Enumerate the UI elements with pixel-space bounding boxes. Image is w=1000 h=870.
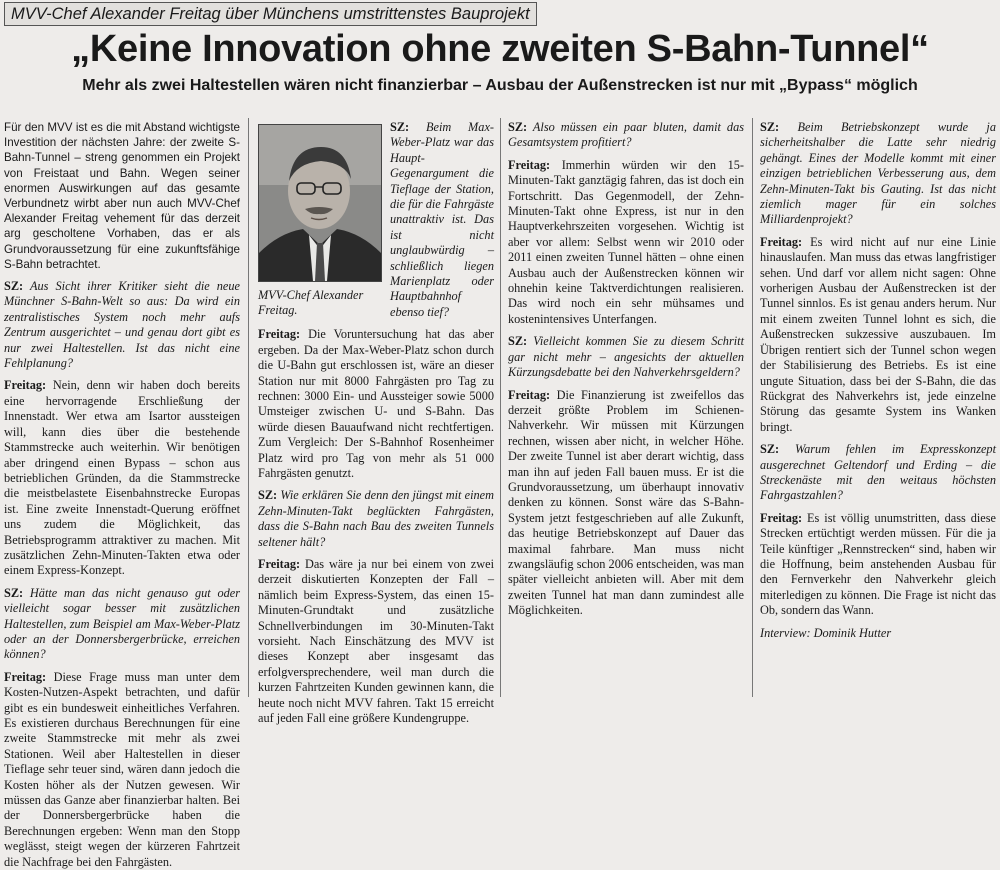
- freitag-label: Freitag:: [258, 327, 301, 342]
- answer-text: Immerhin würden wir den 15-Minuten-Takt ganztägig fahren, das ist doch ein Fortschritt. Das Gegenmodell, der Zehn-Minuten-Takt ohne Express, ist nur in den Hauptverkehrszeiten vorgesehen. Wichtig ist aber vor allem: Selbst wenn wir 2010 oder 2011 einen zweiten Tunnel hätten – ohne einen Ausbau auch der Außenstrecken können wir ohnehin keine Taktverdichtungen realisieren. Das wird noch ein sehr mühsames und kostenintensives Unterfangen.: [508, 157, 744, 326]
- sz-label: SZ:: [508, 120, 528, 134]
- question: [258, 488, 494, 550]
- question: [760, 120, 996, 228]
- interview-credit: Interview: Dominik Hutter: [760, 625, 892, 640]
- answer-text: Das wäre ja nur bei einem von zwei derzeit diskutierten Konzepten der Fall – nämlich beim Express-System, das einen 15-Minuten-Grundtakt und zusätzliche Schnellverbindungen im 30-Minuten-Takt vorsieht. Nach Einschätzung des MVV ist dieses Konzept aber insgesamt das erfolgversprechendere, weil man durch die kurzen Fahrtzeiten Kunden gewinnen kann, die heute noch nicht MVV fahren. Takt 15 erreicht auf jeden Fall eine größere Kundengruppe.: [258, 556, 494, 726]
- question: [760, 442, 996, 504]
- answer: [760, 511, 996, 619]
- answer-text: Diese Frage muss man unter dem Kosten-Nutzen-Aspekt betrachten, und dafür gibt es ein bundesweit einheitliches Verfahren. Es existieren durchaus Berechnungen für eine zweite Stammstrecke mit mehr als zwei Stationen. Weil aber Haltestellen in dieser Tieflage sehr teuer sind, wären dann jedoch die Kosten höher als der Nutzen gewesen. Wir müssen das Ganze aber finanzierbar halten. Bei der Donnersbergerbrücke haben die Berechnungen ergeben: Wenn man den Stopp weglässt, steigt wegen der kürzeren Fahrtzeit die Nachfrage bei den Fahrgästen.: [4, 669, 240, 869]
- question: [508, 334, 744, 380]
- headline: „Keine Innovation ohne zweiten S-Bahn-Tunnel“: [71, 28, 929, 70]
- subheadline: Mehr als zwei Haltestellen wären nicht finanzierbar – Ausbau der Außenstrecken ist nur mit „Bypass“ möglich: [82, 77, 918, 94]
- question-text: Beim Betriebskonzept wurde ja sicherheitshalber die Latte sehr niedrig gehängt. Eines der Modelle kommt mit einer einzigen betrieblichen Verbesserung aus, dem Zehn-Minuten-Takt bis Gauting. Ist das nicht ziemlich mager für ein solches Milliardenprojekt?: [760, 120, 996, 227]
- answer: [508, 158, 744, 327]
- sz-label: SZ:: [760, 120, 780, 134]
- photo-caption: MVV-Chef Alexander Freitag.: [258, 288, 364, 318]
- question-text: Wie erklären Sie denn den jüngst mit einem Zehn-Minuten-Takt beglückten Fahrgästen, dass die S-Bahn nach Bau des zweiten Tunnels seltener hält?: [258, 488, 495, 549]
- answer: [4, 378, 240, 578]
- question-text: Beim Max-Weber-Platz war das Haupt-Gegenargument die Tieflage der Station, die für die Fahrgäste unattraktiv ist. Das ist nicht unglaubwürdig – schließlich liegen Marienplatz oder Hauptbahnhof ebenso tief?: [390, 120, 494, 319]
- photo-block: [258, 124, 382, 319]
- column-2: [258, 120, 495, 726]
- sz-label: SZ:: [258, 488, 278, 503]
- question-text: Warum fehlen im Expresskonzept ausgerechnet Geltendorf und Erding – die Streckenäste mit den weitaus höchsten Fahrgastzahlen?: [760, 442, 997, 503]
- question-text: Vielleicht kommen Sie zu diesem Schritt gar nicht mehr – angesichts der aktuellen Kürzungsdebatte bei den Nahverkehrsgeldern?: [508, 334, 744, 380]
- answer-text: Es ist völlig unumstritten, dass diese Strecken ertüchtigt werden müssen. Für die ja Teile künftiger „Rennstrecken“ sind, haben wir die Hoffnung, beim anstehenden Ausbau für den Fernverkehr den Nahverkehr gleich miterledigen zu können. Die Frage ist nicht das Ob, sondern das Wann.: [760, 510, 996, 618]
- column-rule: [752, 118, 753, 697]
- freitag-label: Freitag:: [760, 234, 803, 249]
- freitag-label: Freitag:: [4, 669, 47, 684]
- answer-text: Die Voruntersuchung hat das aber ergeben. Da der Max-Weber-Platz schon durch die U-Bahn gut erschlossen ist, wäre an dieser Station nur mit 8000 Fahrgästen pro Tag zu rechnen: 3000 Ein- und Aussteiger sowie 5000 Umsteiger zwischen U- und S-Bahn. Das würde diesen Bauaufwand nicht rechtfertigen. Zum Vergleich: Der S-Bahnhof Rosenheimer Platz wird pro Tag von mehr als 51 000 Fahrgästen genutzt.: [258, 327, 494, 480]
- portrait-illustration: [259, 125, 381, 281]
- sz-label: SZ:: [760, 442, 780, 457]
- kicker: MVV-Chef Alexander Freitag über Münchens umstrittenstes Bauprojekt: [4, 2, 537, 26]
- freitag-label: Freitag:: [760, 510, 803, 525]
- answer: [760, 235, 996, 435]
- freitag-label: Freitag:: [508, 387, 551, 402]
- answer-text: Die Finanzierung ist zweifellos das derzeit größte Problem im Schienen-Nahverkehr. Wir müssen mit Kürzungen rechnen, wissen aber nicht, in welcher Höhe. Der zweite Tunnel ist aber derart wichtig, dass man ihn auf jeden Fall bauen muss. Er ist die Grundvoraussetzung, um überhaupt innovativ denken zu können. Sonst wäre das S-Bahn-System jetzt festgeschrieben auf alle Zukunft, das heutige Betriebskonzept auf Dauer das maximal fahrbare. Man muss nicht zwangsläufig schon 2006 entscheiden, was man später vielleicht anbieten will. Aber mit dem zweiten Tunnel hat man dann zumindest alle Möglichkeiten.: [508, 387, 744, 618]
- freitag-label: Freitag:: [4, 378, 47, 393]
- column-3: [508, 120, 744, 697]
- freitag-label: Freitag:: [508, 157, 551, 172]
- answer-text: Nein, denn wir haben doch bereits eine hervorragende Erschließung der Innenstadt. Wer etwa am Isartor aussteigen will, kann dies über die bestehende Stammstrecke auch weiterhin. Wir benötigen aber dringend einen Bypass – schon aus betrieblichen Gründen, da die Stammstrecke die meistbelastete Eisenbahnstrecke Europas ist. Eine zweite Innenstadt-Querung eröffnet uns zudem die Möglichkeit, das Betriebsprogramm attraktiver zu machen. Mit zusätzlichen Zehn-Minuten-Takten etwa oder einem Express-Konzept.: [4, 378, 240, 578]
- column-4: [760, 120, 996, 697]
- question-text: Hätte man das nicht genauso gut oder vielleicht sogar besser mit zusätzlichen Haltestellen, zum Beispiel am Max-Weber-Platz oder an der Donnersbergerbrücke, erreichen können?: [4, 585, 240, 662]
- sz-label: SZ:: [390, 120, 410, 134]
- question: [4, 586, 240, 663]
- answer: [258, 327, 494, 481]
- answer-text: Es wird nicht auf nur eine Linie hinauslaufen. Man muss das etwas langfristiger sehen. Und darf vor allem nicht sagen: Ohne vorherigen Ausbau der Außenstrecken ist der Tunnel sinnlos. Es ist genau anders herum. Nur mit einem zweiten Tunnel lohnt es sich, die Außenstrecken sukzessive auszubauen. Im Übrigen rentiert sich der Tunnel schon wegen der Stabilisierung des Betriebs. Es ist eine ungute Situation, dass bei der S-Bahn, die das Rückgrat des Nahverkehrs ist, jede einzelne Störung das gesamte System ins Wanken bringt.: [760, 234, 996, 434]
- answer: [4, 670, 240, 870]
- sz-label: SZ:: [508, 334, 528, 349]
- sz-label: SZ:: [4, 279, 24, 294]
- column-1: [4, 120, 241, 869]
- answer: [508, 388, 744, 619]
- intro-paragraph: Für den MVV ist es die mit Abstand wichtigste Investition der nächsten Jahre: der zweite S-Bahn-Tunnel – streng genommen ein Projekt von Freistaat und Bahn. Wegen seiner enormen Auswirkungen auf das gesamte Verbundnetz wirbt aber nun auch MVV-Chef Alexander Freitag vehement für das derzeit arg gescholtene Vorhaben, das er als Grundvoraussetzung für eine zukunftsfähige S-Bahn betrachtet.: [4, 121, 240, 271]
- column-rule: [500, 118, 501, 697]
- column-rule: [248, 118, 249, 697]
- answer: [258, 557, 494, 726]
- question-text: Also müssen ein paar bluten, damit das Gesamtsystem profitiert?: [508, 120, 745, 150]
- freitag-label: Freitag:: [258, 556, 301, 571]
- question-text: Aus Sicht ihrer Kritiker sieht die neue Münchner S-Bahn-Welt so aus: Da wird ein zentralistisches System noch mehr aufs Zentrum ausgerichtet – und genau dort gibt es nur zwei Haltestellen. Ist das nicht eine Fehlplanung?: [4, 279, 241, 371]
- question: [508, 120, 744, 151]
- portrait-photo: [258, 124, 382, 282]
- question: [4, 279, 240, 371]
- sz-label: SZ:: [4, 585, 24, 600]
